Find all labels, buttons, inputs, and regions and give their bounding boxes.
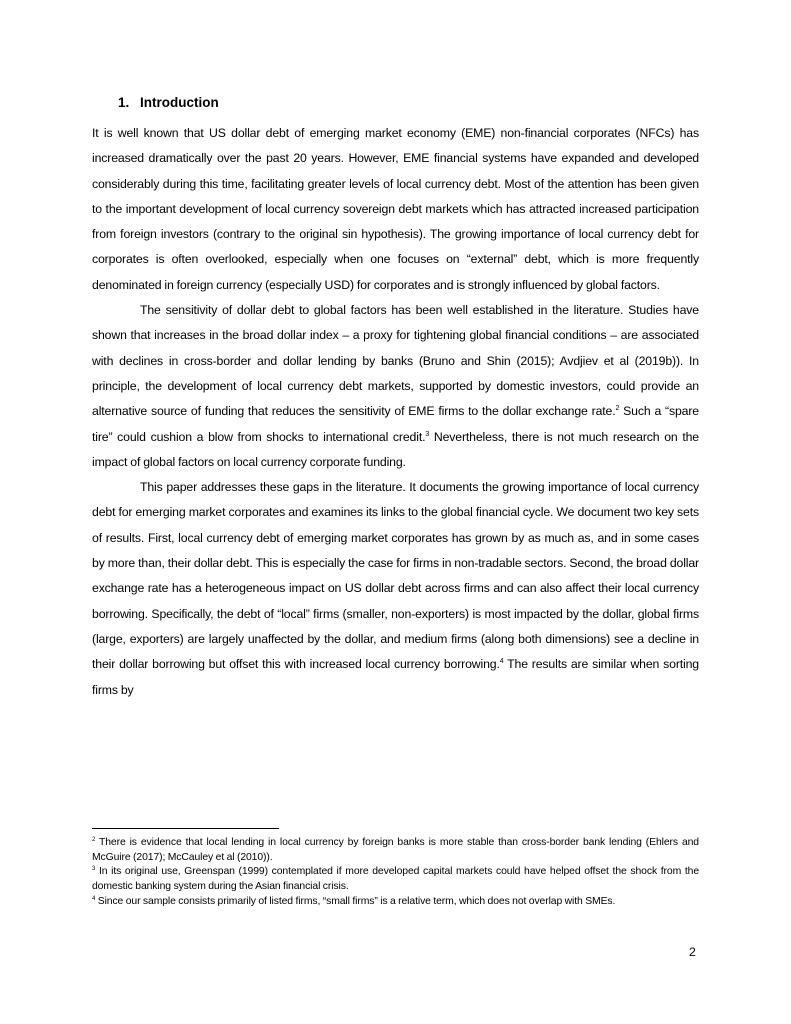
section-number: 1.	[118, 95, 130, 110]
section-title: Introduction	[140, 95, 219, 110]
page-number: 2	[689, 945, 696, 959]
footnote-4	[92, 895, 699, 910]
footnote-text: In its original use, Greenspan (1999) contemplated if more developed capital markets could have helped offset the shock from the domestic banking system during the Asian financial crisis.	[92, 866, 699, 893]
paragraph-1: It is well known that US dollar debt of emerging market economy (EME) non-financial corporates (NFCs) has increased dramatically over the past 20 years. However, EME financial systems have expanded and developed considerably during this time, facilitating greater levels of local currency debt. Most of the attention has been given to the important development of local currency sovereign debt markets which has attracted increased participation from foreign investors (contrary to the original sin hypothesis). The growing importance of local currency debt for corporates is often overlooked, especially when one focuses on “external” debt, which is more frequently denominated in foreign currency (especially USD) for corporates and is strongly influenced by global factors.	[92, 126, 699, 292]
footnote-3	[92, 865, 699, 894]
footnotes	[92, 836, 699, 910]
body-text	[92, 121, 699, 703]
footnote-ref-3[interactable]: 3	[425, 430, 430, 438]
footnote-ref-2[interactable]: 2	[615, 405, 620, 413]
section-heading	[118, 95, 219, 110]
footnote-marker: 4	[92, 895, 96, 902]
paragraph-2-text-c: Nevertheless, there is not much research on the impact of global factors on local currency corporate funding.	[92, 429, 699, 469]
footnote-marker: 3	[92, 866, 96, 873]
paragraph-3	[92, 475, 699, 703]
footnote-separator	[92, 828, 279, 829]
paragraph-2-text-a: The sensitivity of dollar debt to global factors has been well established in the literature. Studies have shown that increases in the broad dollar index – a proxy for tightening global financial conditions – are associated with declines in cross-border and dollar lending by banks (Bruno and Shin (2015); Avdjiev et al (2019b)). In principle, the development of local currency debt markets, supported by domestic investors, could provide an alternative source of funding that reduces the sensitivity of EME firms to the dollar exchange rate.	[92, 303, 699, 419]
footnote-marker: 2	[92, 837, 96, 843]
paragraph-3-text-a: This paper addresses these gaps in the literature. It documents the growing importance of local currency debt for emerging market corporates and examines its links to the global financial cycle. We document two key sets of results. First, local currency debt of emerging market corporates has grown by as much as, and in some cases by more than, their dollar debt. This is especially the case for firms in non-tradable sectors. Second, the broad dollar exchange rate has a heterogeneous impact on US dollar debt across firms and can also affect their local currency borrowing. Specifically, the debt of “local” firms (smaller, non-exporters) is most impacted by the dollar, global firms (large, exporters) are largely unaffected by the dollar, and medium firms (along both dimensions) see a decline in their dollar borrowing but offset this with increased local currency borrowing.	[92, 480, 699, 672]
footnote-2	[92, 836, 699, 865]
footnote-text: Since our sample consists primarily of listed firms, “small firms” is a relative term, which does not overlap with SMEs.	[95, 895, 616, 907]
footnote-ref-4[interactable]: 4	[499, 658, 504, 666]
paragraph-2	[92, 298, 699, 475]
paragraph-2-text-b: Such a “spare tire” could cushion a blow from shocks to international credit.	[92, 404, 699, 444]
footnote-text: There is evidence that local lending in local currency by foreign banks is more stable than cross-border bank lending (Ehlers and McGuire (2017); McCauley et al (2010)).	[92, 837, 699, 863]
paragraph-3-text-b: The results are similar when sorting firms by	[92, 657, 699, 697]
